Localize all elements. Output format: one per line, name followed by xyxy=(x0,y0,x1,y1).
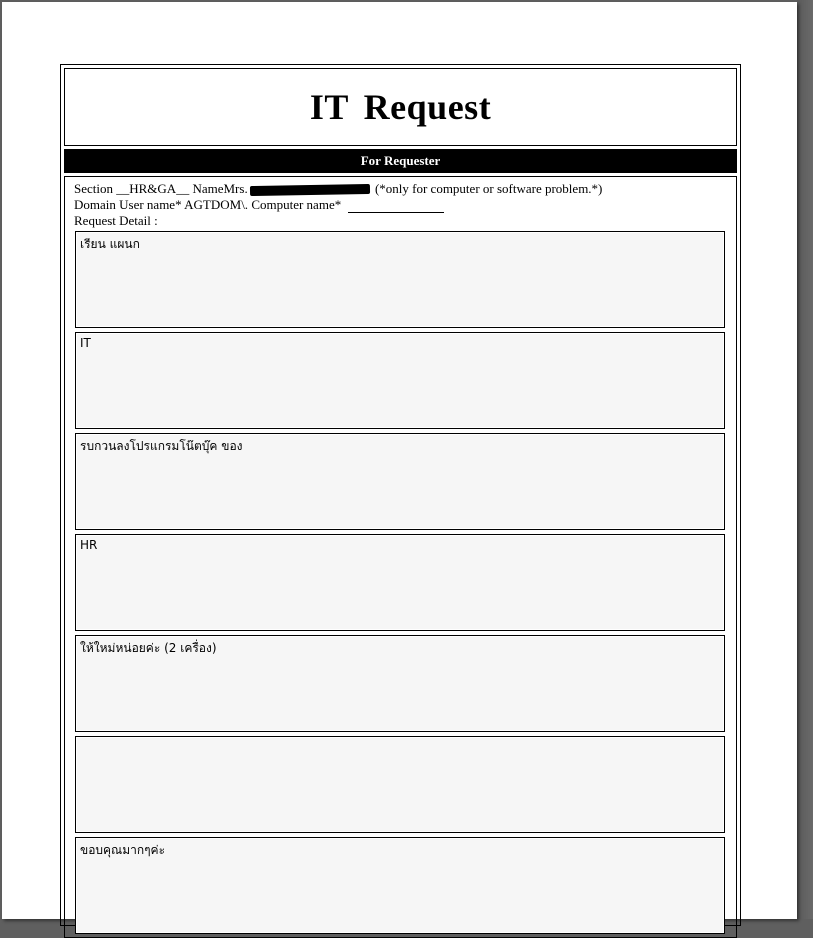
form-title: IT Request xyxy=(309,87,492,127)
detail-box[interactable] xyxy=(75,231,725,328)
request-detail-list xyxy=(75,231,727,938)
detail-text: IT xyxy=(80,336,91,350)
requester-section-header: For Requester xyxy=(64,149,737,173)
computer-name-blank xyxy=(348,200,444,213)
domain-label: Domain User name* xyxy=(74,197,182,212)
detail-text: เรียน แผนก xyxy=(80,237,140,251)
name-prefix: Mrs. xyxy=(223,181,248,196)
detail-label: Request Detail : xyxy=(74,213,158,228)
document-page xyxy=(2,2,797,919)
title-box xyxy=(64,68,737,146)
requester-info xyxy=(74,181,730,229)
detail-text: HR xyxy=(80,538,98,552)
section-value: __HR&GA__ xyxy=(116,181,190,196)
detail-box[interactable] xyxy=(75,534,725,631)
detail-text: ให้ใหม่หน่อยค่ะ (2 เครื่อง) xyxy=(80,641,217,655)
detail-box[interactable] xyxy=(75,433,725,530)
detail-box[interactable] xyxy=(75,635,725,732)
detail-box[interactable] xyxy=(75,837,725,934)
name-label: Name xyxy=(192,181,224,196)
detail-box[interactable] xyxy=(75,332,725,429)
requester-section xyxy=(64,176,737,938)
detail-box[interactable] xyxy=(75,736,725,833)
section-label: Section xyxy=(74,181,113,196)
detail-text: รบกวนลงโปรแกรมโน๊ตบุ๊ค ของ xyxy=(80,439,243,453)
redaction-mark xyxy=(250,184,370,196)
viewer-background xyxy=(797,0,813,919)
detail-text: ขอบคุณมากๆค่ะ xyxy=(80,843,166,857)
name-note: (*only for computer or software problem.*) xyxy=(374,181,603,196)
computer-label: Computer name* xyxy=(251,197,342,212)
domain-value: AGTDOM\. xyxy=(184,197,249,212)
domain-line xyxy=(74,197,730,213)
form-frame xyxy=(60,64,741,926)
section-line xyxy=(74,181,730,197)
